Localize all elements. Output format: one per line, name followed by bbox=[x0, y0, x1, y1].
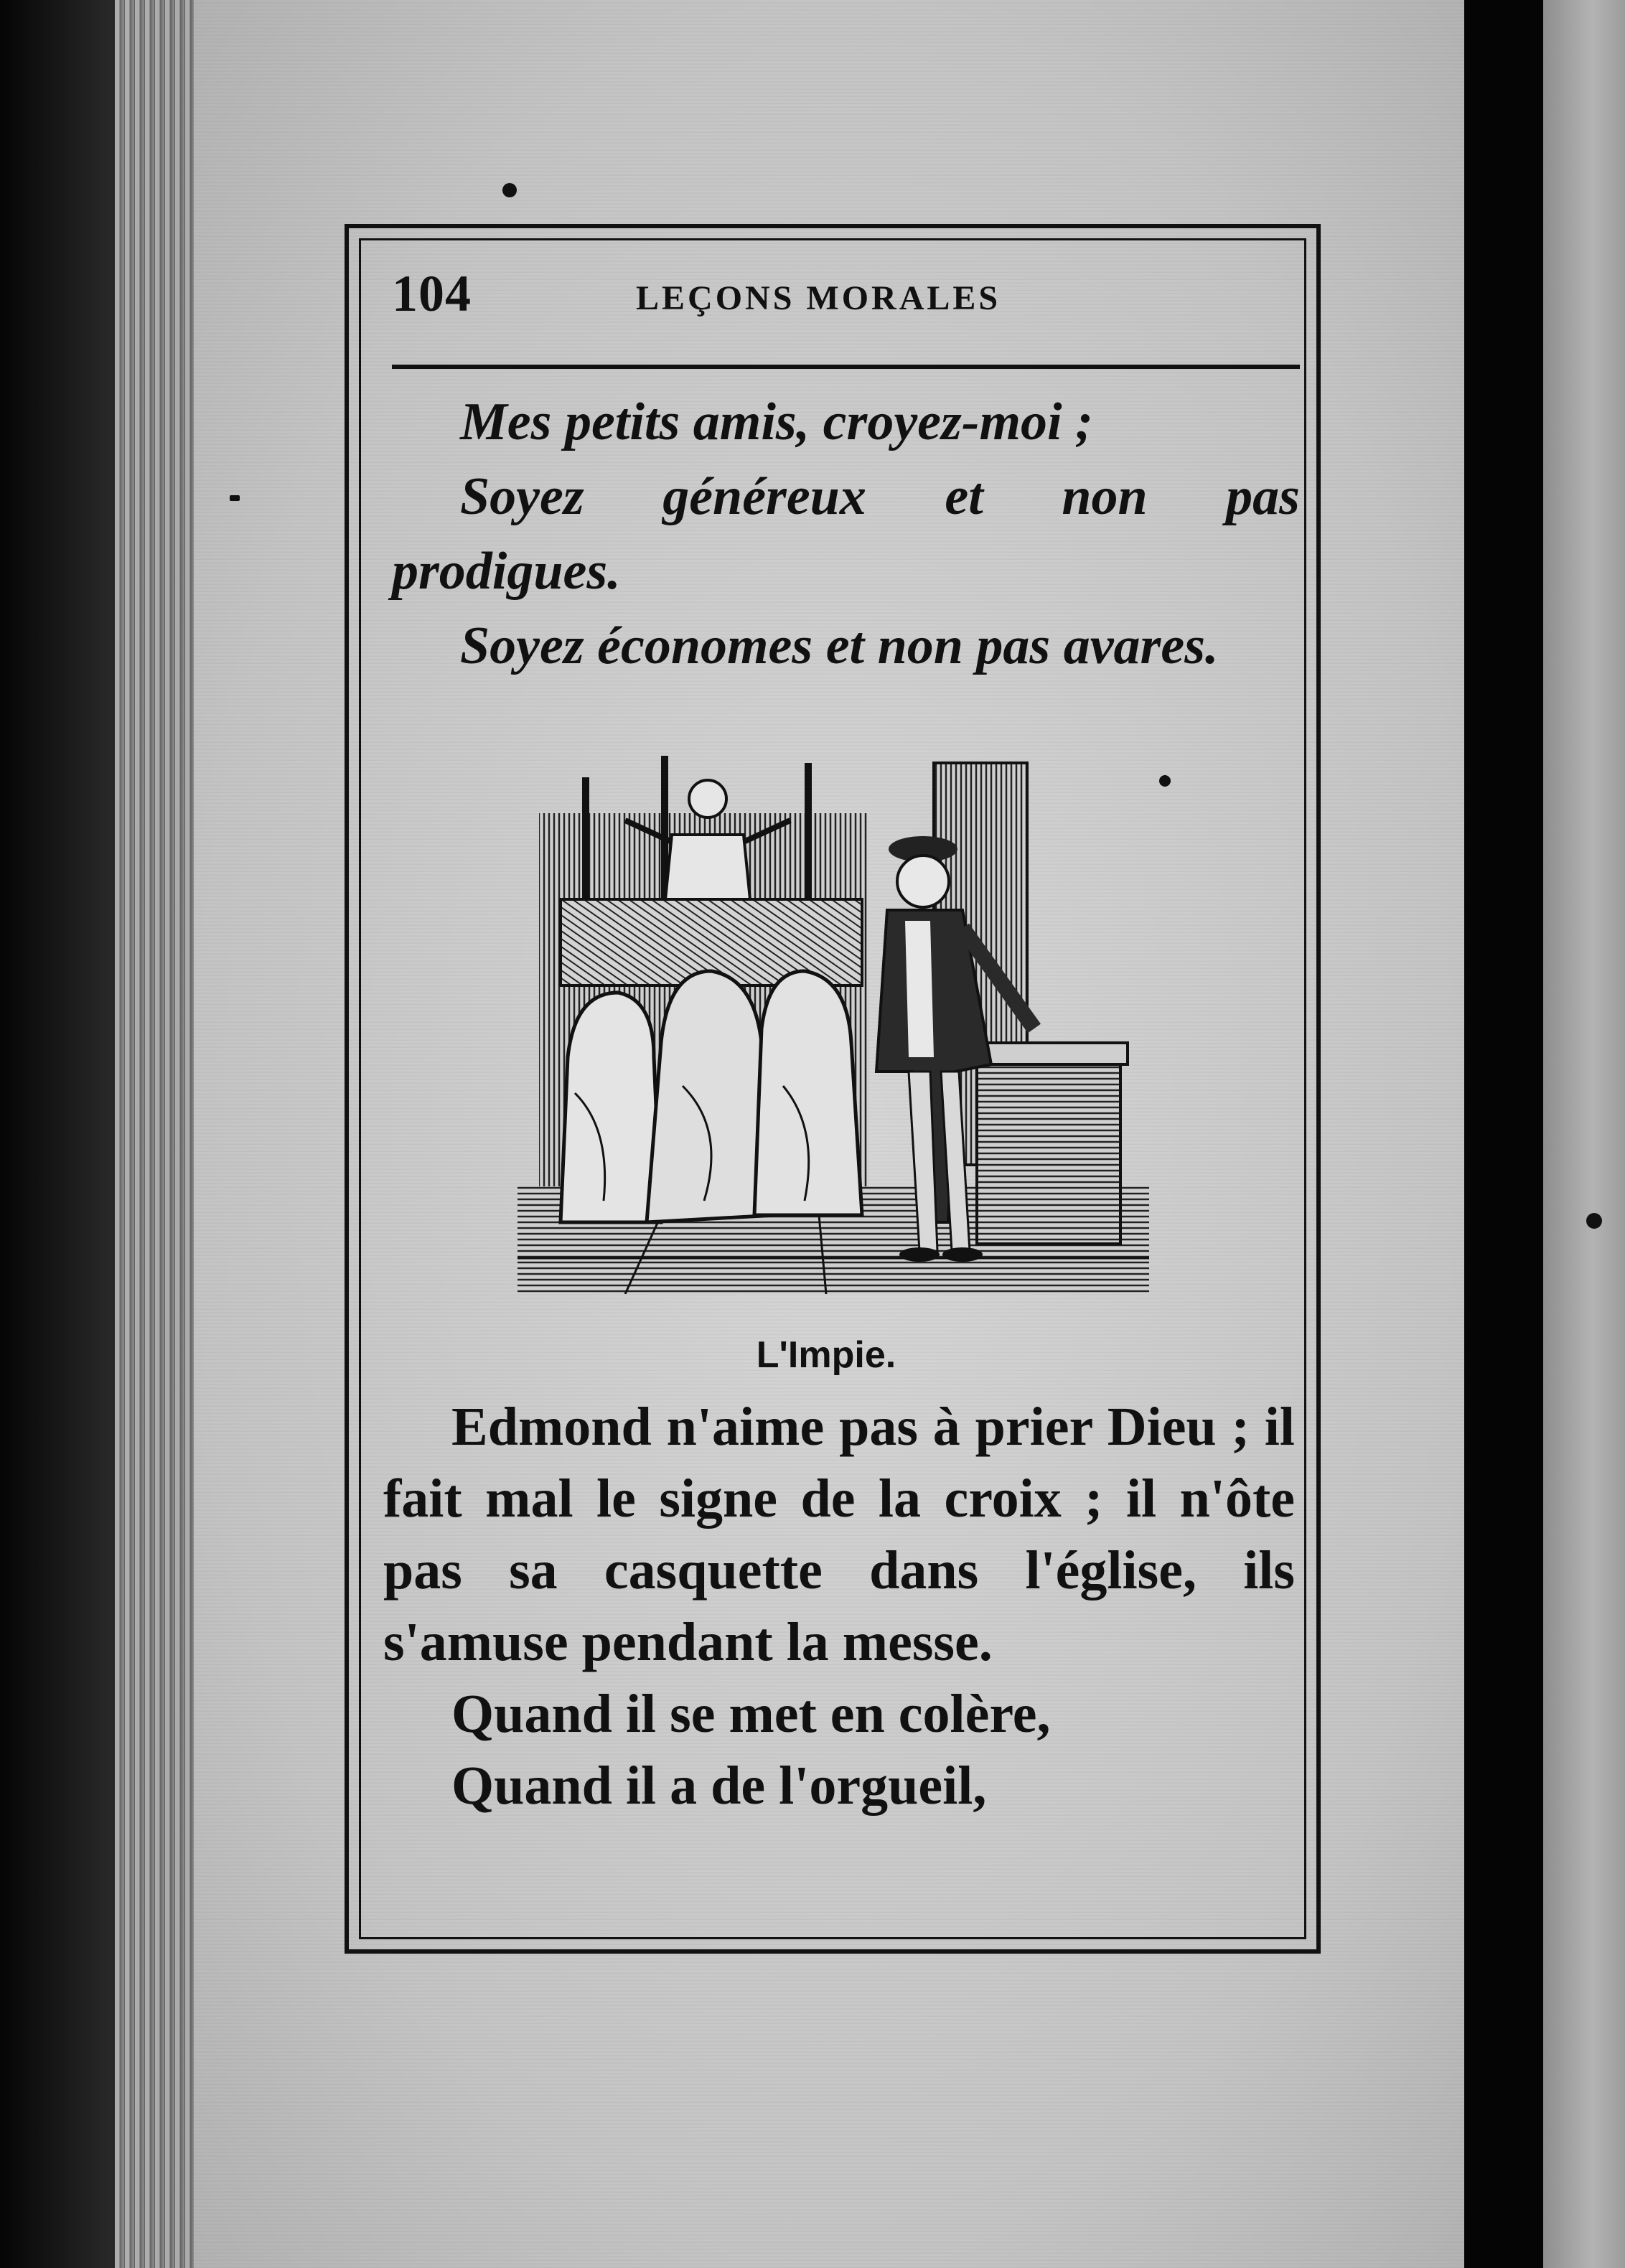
page-number: 104 bbox=[392, 265, 472, 322]
page-header bbox=[392, 264, 1275, 329]
verse-word: non bbox=[1062, 467, 1148, 526]
verse-word: pas bbox=[1226, 467, 1300, 526]
verse-line-justified bbox=[392, 459, 1300, 534]
verse-word: généreux bbox=[662, 467, 866, 526]
prose-line: Quand il a de l'orgueil, bbox=[451, 1756, 987, 1816]
engraving-church-scene-icon bbox=[518, 756, 1149, 1294]
dust-speck bbox=[230, 495, 240, 501]
prose-block bbox=[383, 1391, 1295, 1822]
verse-line: Soyez économes et non pas avares. bbox=[460, 617, 1219, 675]
dust-speck bbox=[502, 183, 517, 197]
dust-speck bbox=[1159, 775, 1171, 787]
verse-word: et bbox=[945, 467, 983, 526]
dust-speck bbox=[1586, 1213, 1602, 1229]
binding-shadow bbox=[1464, 0, 1543, 2268]
verse-block bbox=[392, 385, 1300, 683]
verse-word: Soyez bbox=[460, 467, 584, 526]
next-page-edge bbox=[1543, 0, 1625, 2268]
header-rule bbox=[392, 365, 1300, 369]
verse-line: prodigues. bbox=[392, 542, 621, 601]
prose-line: Quand il se met en colère, bbox=[451, 1684, 1051, 1744]
text-frame bbox=[345, 224, 1321, 1954]
prose-paragraph: Edmond n'aime pas à prier Dieu ; il fait mal le signe de la croix ; il n'ôte pas sa casquette dans l'église, ils s'amuse pendant la messe. bbox=[383, 1397, 1295, 1672]
illustration-caption: L'Impie. bbox=[756, 1334, 896, 1376]
verse-line: Mes petits amis, croyez-moi ; bbox=[460, 393, 1093, 451]
running-title: LEÇONS MORALES bbox=[636, 279, 1001, 317]
